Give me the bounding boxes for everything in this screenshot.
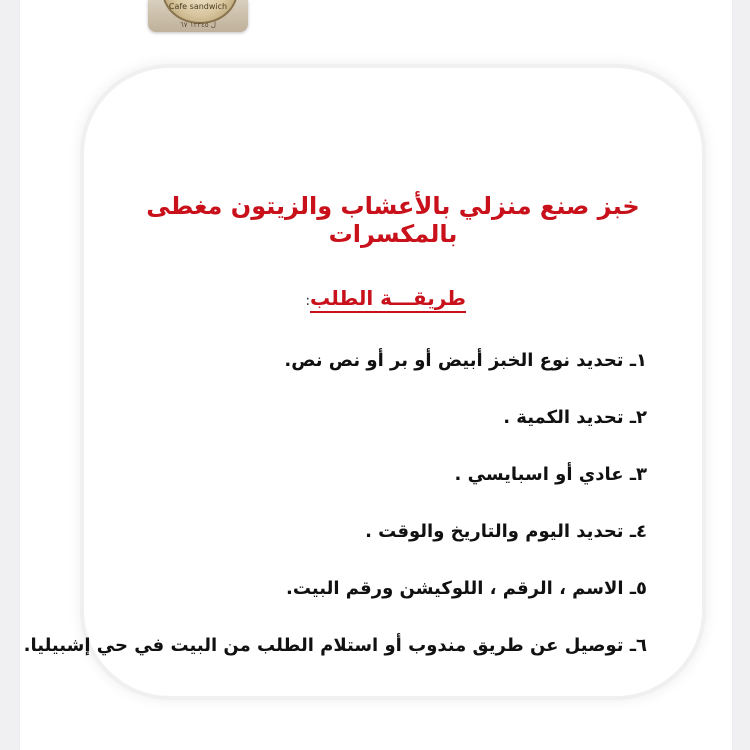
order-method-heading-colon: : xyxy=(305,293,311,309)
order-steps-list xyxy=(24,346,647,688)
document-page xyxy=(20,0,732,750)
document-title: خبز صنع منزلي بالأعشاب والزيتون مغطى بالمكسرات xyxy=(146,192,640,248)
order-step-1: ١ـ تحديد نوع الخبز أبيض أو بر أو نص نص. xyxy=(284,350,647,371)
order-step-4: ٤ـ تحديد اليوم والتاريخ والوقت . xyxy=(365,521,647,542)
order-method-heading-text: طريقـــة الطلب xyxy=(310,286,466,310)
order-step-2: ٢ـ تحديد الكمية . xyxy=(503,407,647,428)
order-step-6: ٦ـ توصيل عن طريق مندوب أو استلام الطلب من البيت في حي إشبيليا. xyxy=(23,635,647,656)
logo-caption-text: ل ١٢٣٤٥ ٦٧ xyxy=(180,21,216,29)
cafe-logo xyxy=(148,0,248,32)
logo-brand-text: Cafe sandwich xyxy=(168,2,228,11)
order-step-3: ٣ـ عادي أو اسبايسي . xyxy=(454,464,647,485)
recipe-card xyxy=(23,64,706,700)
order-step-5: ٥ـ الاسم ، الرقم ، اللوكيشن ورقم البيت. xyxy=(286,578,647,599)
order-method-heading xyxy=(305,286,466,310)
